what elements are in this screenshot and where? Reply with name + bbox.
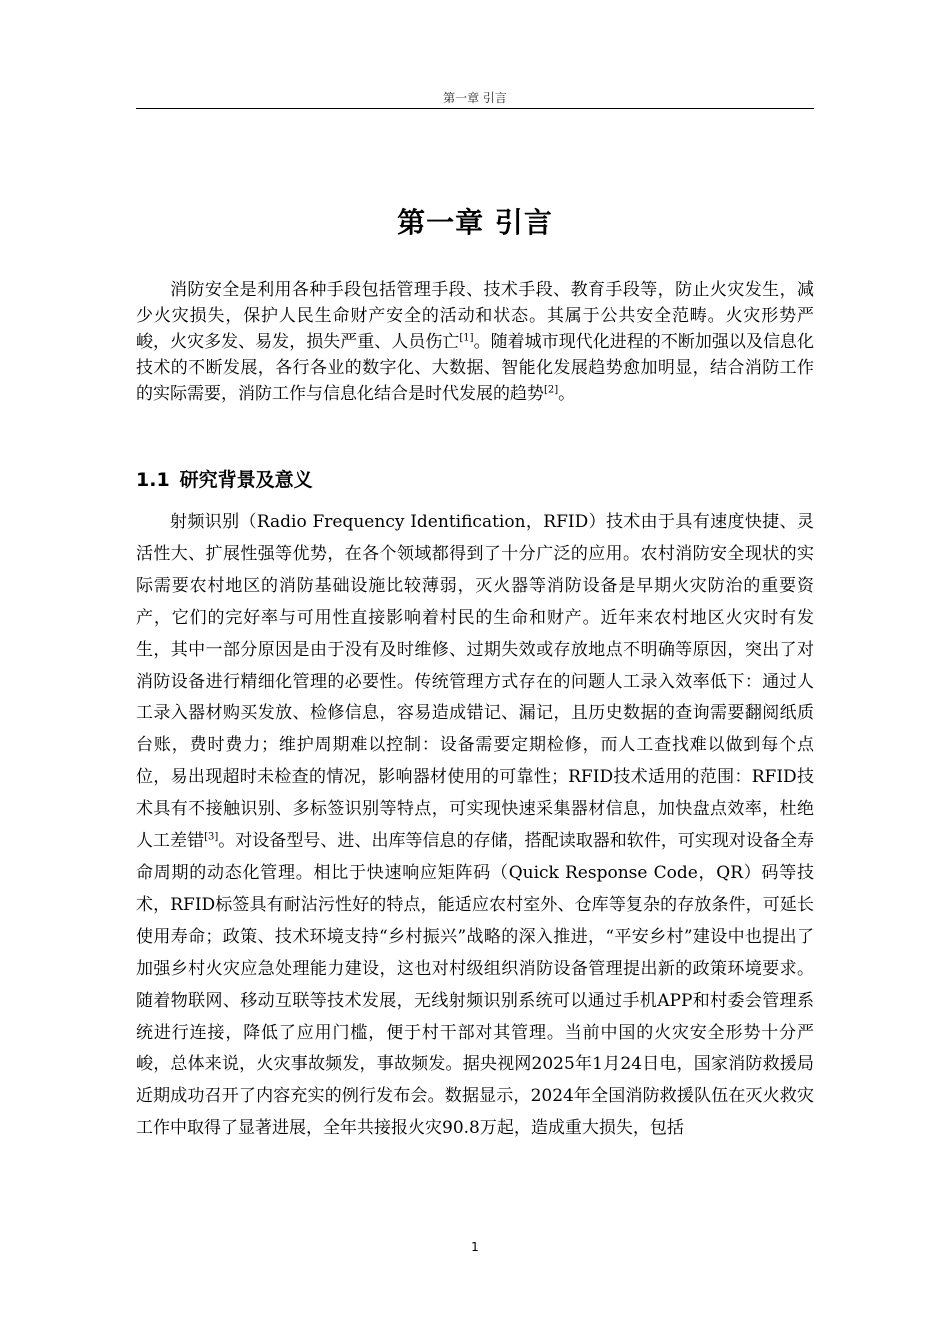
section-title: 研究背景及意义 [179, 469, 313, 491]
chapter-title: 第一章 引言 [397, 206, 553, 239]
intro-paragraph [136, 277, 814, 407]
section-number: 1.1 [136, 469, 170, 491]
intro-text-2: 。随着城市现代化进程的不断加强以及信息化技术的不断发展，各行各业的数字化、大数据、智能化发展趋势愈加明显，结合消防工作的实际需要，消防工作与信息化结合是时代发展的趋势 [136, 332, 815, 404]
citation-2[interactable]: [2] [544, 384, 559, 396]
intro-text-1: 消防安全是利用各种手段包括管理手段、技术手段、教育手段等，防止火灾发生，减少火灾损失，保护人民生命财产安全的活动和状态。其属于公共安全范畴。火灾形势严峻，火灾多发、易发，损失严重、人员伤亡 [136, 280, 814, 352]
page-number: 1 [471, 1240, 479, 1254]
header-rule [136, 108, 814, 109]
body-text-1: 射频识别（Radio Frequency Identification，RFID）技术由于具有速度快捷、灵活性大、扩展性强等优势，在各个领域都得到了十分广泛的应用。农村消防安全现状的实际需要农村地区的消防基础设施比较薄弱，灭火器等消防设备是早期火灾防治的重要资产，它们的完好率与可用性直接影响着村民的生命和财产。近年来农村地区火灾时有发生，其中一部分原因是由于没有及时维修、过期失效或存放地点不明确等原因，突出了对消防设备进行精细化管理的必要性。传统管理方式存在的问题人工录入效率低下：通过人工录入器材购买发放、检修信息，容易造成错记、漏记，且历史数据的查询需要翻阅纸质台账，费时费力；维护周期难以控制：设备需要定期检修，而人工查找难以做到每个点位，易出现超时未检查的情况，影响器材使用的可靠性；RFID技术适用的范围：RFID技术具有不接触识别、多标签识别等特点，可实现快速采集器材信息，加快盘点效率，杜绝人工差错 [136, 512, 814, 852]
running-header: 第一章 引言 [443, 91, 507, 105]
intro-text-3: 。 [558, 384, 576, 404]
body-paragraph [136, 507, 814, 1145]
citation-3[interactable]: [3] [204, 831, 219, 843]
body-text-2: 。对设备型号、进、出库等信息的存储，搭配读取器和软件，可实现对设备全寿命周期的动态化管理。相比于快速响应矩阵码（Quick Response Code，QR）码等技术，RFID标签具有耐沾污性好的特点，能适应农村室外、仓库等复杂的存放条件，可延长使用寿命；政策、技术环境支持“乡村振兴”战略的深入推进，“平安乡村”建设中也提出了加强乡村火灾应急处理能力建设，这也对村级组织消防设备管理提出新的政策环境要求。随着物联网、移动互联等技术发展，无线射频识别系统可以通过手机APP和村委会管理系统进行连接，降低了应用门槛，便于村干部对其管理。当前中国的火灾安全形势十分严峻，总体来说，火灾事故频发，事故频发。据央视网2025年1月24日电，国家消防救援局近期成功召开了内容充实的例行发布会。数据显示，2024年全国消防救援队伍在灭火救灾工作中取得了显著进展，全年共接报火灾90.8万起，造成重大损失，包括 [136, 831, 815, 1139]
citation-1[interactable]: [1] [459, 332, 474, 344]
section-heading [136, 466, 814, 494]
